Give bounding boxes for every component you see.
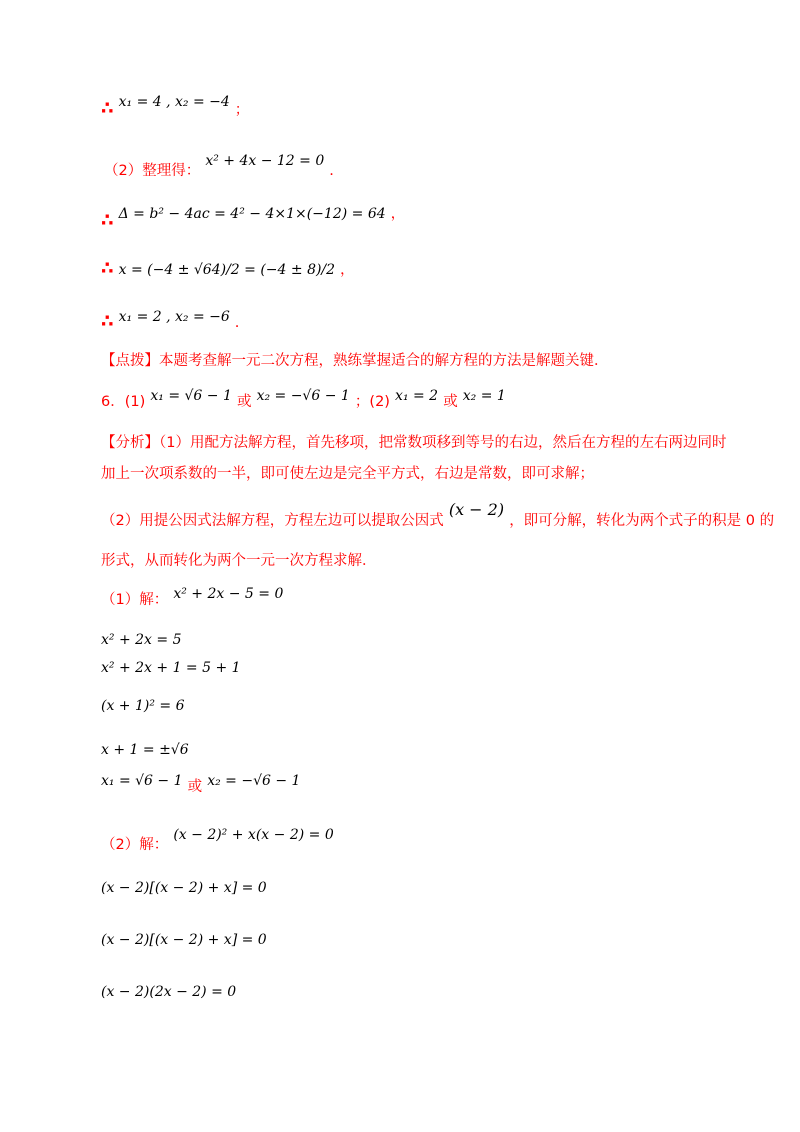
therefore-symbol: ∴ xyxy=(101,210,114,231)
math-expression: Δ = b² − 4ac = 4² − 4×1×(−12) = 64 xyxy=(118,206,386,222)
analysis-text: （2）用提公因式法解方程，方程左边可以提取公因式 xyxy=(101,513,444,529)
math-line: (x + 1)² = 6 xyxy=(101,698,185,714)
math-expression: (x − 2) xyxy=(448,500,505,519)
math-expression: x² + 4x − 12 = 0 xyxy=(205,153,325,169)
punctuation: ． xyxy=(329,163,344,179)
punctuation: ； xyxy=(234,102,249,118)
math-expression: x₁ = 2 , x₂ = −6 xyxy=(118,309,230,325)
math-expression: x₂ = −√6 − 1 xyxy=(256,388,350,404)
solution-line-3 xyxy=(101,202,405,231)
punctuation: ． xyxy=(234,315,249,331)
analysis-paragraph-line-4: 形式，从而转化为两个一元一次方程求解． xyxy=(101,553,377,569)
math-expression: x₁ = 4 , x₂ = −4 xyxy=(118,94,230,110)
hint-paragraph: 【点拨】本题考查解一元二次方程，熟练掌握适合的解方程的方法是解题关键． xyxy=(101,353,609,369)
solution-2-header xyxy=(101,824,334,853)
step-label: （1）解： xyxy=(101,592,169,608)
math-expression: x₂ = −√6 − 1 xyxy=(207,773,301,789)
step-label: （2）整理得： xyxy=(104,163,201,179)
punctuation: ， xyxy=(390,206,405,222)
analysis-paragraph-line-1: 【分析】（1）用配方法解方程，首先移项，把常数项移到等号的右边，然后在方程的左右两边同时 xyxy=(101,435,727,451)
solution-1-header xyxy=(101,583,284,608)
punctuation: ， xyxy=(340,262,355,278)
separator: ；(2) xyxy=(354,394,390,410)
question-number: 6．(1) xyxy=(101,394,146,410)
math-line: x + 1 = ±√6 xyxy=(101,742,189,758)
math-line: x² + 2x + 1 = 5 + 1 xyxy=(101,660,241,676)
math-expression: x² + 2x − 5 = 0 xyxy=(173,586,284,602)
or-word: 或 xyxy=(187,779,203,795)
solution-line-5 xyxy=(101,305,249,332)
math-expression: x₁ = √6 − 1 xyxy=(150,388,232,404)
math-line: (x − 2)[(x − 2) + x] = 0 xyxy=(101,932,267,948)
therefore-symbol: ∴ xyxy=(101,98,114,119)
math-expression: x = (−4 ± √64)/2 = (−4 ± 8)/2 xyxy=(118,262,336,278)
or-word: 或 xyxy=(236,394,252,410)
math-expression: x₁ = √6 − 1 xyxy=(101,773,183,789)
therefore-symbol: ∴ xyxy=(101,311,114,332)
math-line: x² + 2x = 5 xyxy=(101,632,182,648)
therefore-symbol: ∴ xyxy=(101,258,114,279)
solution-line-1 xyxy=(101,94,249,120)
answer-6 xyxy=(101,385,506,410)
step-label: （2）解： xyxy=(101,837,169,853)
math-line: (x − 2)(2x − 2) = 0 xyxy=(101,984,237,1000)
solution-line-4 xyxy=(101,258,354,280)
math-expression: x₂ = 1 xyxy=(462,388,506,404)
or-word: 或 xyxy=(443,394,458,410)
analysis-text: ，即可分解，转化为两个式子的积是 0 的 xyxy=(509,513,775,529)
math-expression: (x − 2)² + x(x − 2) = 0 xyxy=(173,827,334,843)
solution-line-2 xyxy=(104,150,344,179)
math-expression: x₁ = 2 xyxy=(395,388,439,404)
math-line-result xyxy=(101,770,301,795)
math-line: (x − 2)[(x − 2) + x] = 0 xyxy=(101,880,267,896)
analysis-paragraph-line-3 xyxy=(101,500,775,529)
analysis-paragraph-line-2: 加上一次项系数的一半，即可使左边是完全平方式，右边是常数，即可求解； xyxy=(101,466,594,482)
